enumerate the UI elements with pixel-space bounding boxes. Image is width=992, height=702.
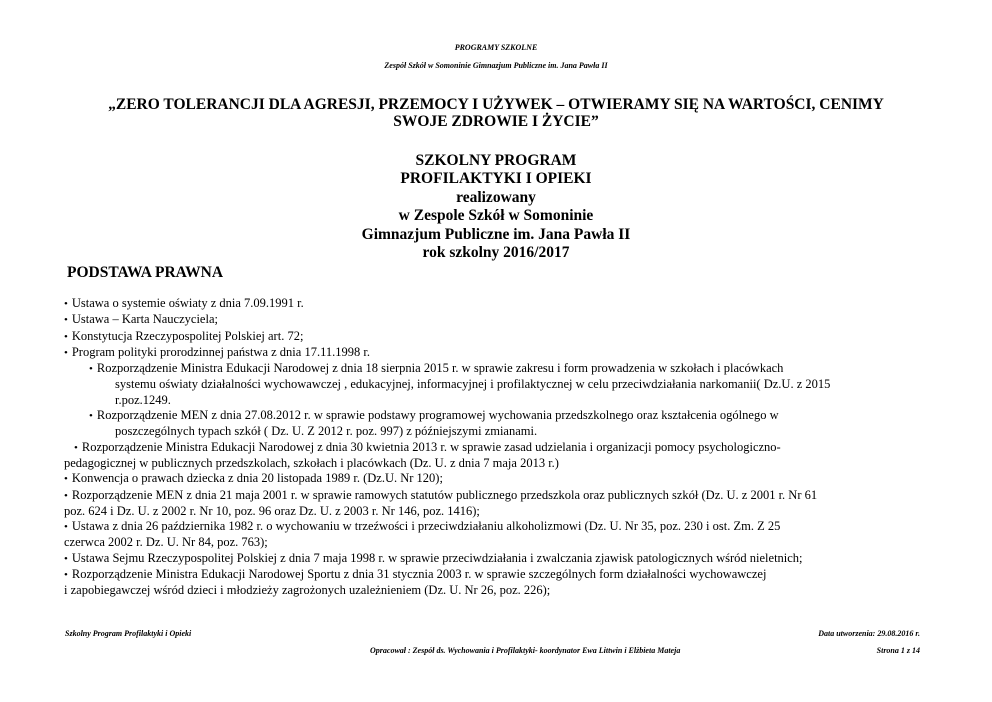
list-item: [64, 345, 924, 361]
list-item-text: Ustawa z dnia 26 października 1982 r. o wychowaniu w trzeźwości i przeciwdziałaniu alkoholizmowi (Dz. U. Nr 35, poz. 230 i ost. Zm. Z 25: [71, 519, 781, 534]
program-title-block: [0, 152, 992, 262]
list-item: [64, 296, 924, 312]
list-item: [64, 361, 924, 408]
list-item-text: Rozporządzenie MEN z dnia 27.08.2012 r. w sprawie podstawy programowej wychowania przedszkolnego oraz kształcenia ogólnego w: [96, 408, 779, 423]
program-title-line: realizowany: [456, 188, 536, 206]
list-item: [64, 408, 924, 440]
footer-creation-date: Data utworzenia: 29.08.2016 r.: [818, 629, 920, 638]
bullet-icon: •: [64, 298, 68, 310]
list-item-text: Konstytucja Rzeczypospolitej Polskiej art. 72;: [71, 328, 304, 343]
motto-line-2: SWOJE ZDROWIE I ŻYCIE”: [393, 113, 599, 130]
list-item: [64, 519, 924, 551]
bullet-icon: •: [64, 489, 68, 502]
running-header-title: PROGRAMY SZKOLNE: [454, 43, 538, 52]
bullet-icon: •: [89, 363, 93, 376]
list-item-text: Rozporządzenie Ministra Edukacji Narodowej z dnia 18 sierpnia 2015 r. w sprawie zakresu i form prowadzenia w szkołach i placówkach: [96, 361, 784, 376]
bullet-icon: •: [64, 473, 68, 486]
list-item: [64, 329, 924, 345]
list-item: [64, 312, 924, 328]
list-item-text: pedagogicznej w publicznych przedszkolach, szkołach i placówkach (Dz. U. z dnia 7 maja 2013 r.): [64, 455, 559, 470]
list-item-text: Konwencja o prawach dziecka z dnia 20 listopada 1989 r. (Dz.U. Nr 120);: [71, 471, 443, 486]
section-heading: PODSTAWA PRAWNA: [67, 264, 224, 281]
legal-basis-list: [64, 296, 924, 599]
bullet-icon: •: [64, 552, 68, 565]
list-item-text: Rozporządzenie MEN z dnia 21 maja 2001 r. w sprawie ramowych statutów publicznego przedszkola oraz publicznych szkół (Dz. U. z 2001 r. Nr 61: [71, 487, 818, 502]
footer-author: Opracował : Zespół ds. Wychowania i Profilaktyki- koordynator Ewa Littwin i Elżbieta Mateja: [370, 646, 681, 655]
list-item: [64, 567, 924, 599]
list-item-text: Rozporządzenie Ministra Edukacji Narodowej z dnia 30 kwietnia 2013 r. w sprawie zasad udzielania i organizacji pomocy psychologiczno-: [81, 439, 781, 454]
running-header-school: Zespół Szkół w Somoninie Gimnazjum Publiczne im. Jana Pawła II: [384, 61, 608, 70]
list-item-text: Ustawa o systemie oświaty z dnia 7.09.1991 r.: [71, 296, 304, 310]
bullet-icon: •: [64, 521, 68, 534]
list-item: [64, 551, 924, 567]
list-item-text: Ustawa – Karta Nauczyciela;: [71, 312, 218, 327]
footer-document-name: Szkolny Program Profilaktyki i Opieki: [65, 629, 192, 638]
list-item-text: Rozporządzenie Ministra Edukacji Narodowej Sportu z dnia 31 stycznia 2003 r. w sprawie szczególnych form działalności wychowawczej: [71, 567, 767, 582]
list-item-text: poszczególnych typach szkół ( Dz. U. Z 2012 r. poz. 997) z późniejszymi zmianami.: [115, 424, 538, 439]
list-item-text: poz. 624 i Dz. U. z 2002 r. Nr 10, poz. 96 oraz Dz. U. z 2003 r. Nr 146, poz. 1416);: [64, 503, 480, 518]
list-item-text: r.poz.1249.: [115, 392, 171, 407]
bullet-icon: •: [64, 314, 68, 327]
bullet-icon: •: [64, 346, 68, 359]
list-item-text: czerwca 2002 r. Dz. U. Nr 84, poz. 763);: [64, 535, 268, 550]
program-title-line: SZKOLNY PROGRAM: [415, 152, 577, 169]
program-title-line: Gimnazjum Publiczne im. Jana Pawła II: [361, 225, 631, 243]
motto-line-1: „ZERO TOLERANCJI DLA AGRESJI, PRZEMOCY I UŻYWEK – OTWIERAMY SIĘ NA WARTOŚCI, CENIMY: [108, 96, 884, 113]
program-title-line: PROFILAKTYKI I OPIEKI: [400, 170, 592, 188]
bullet-icon: •: [64, 330, 68, 343]
bullet-icon: •: [89, 410, 93, 423]
list-item-text: systemu oświaty działalności wychowawczej , edukacyjnej, informacyjnej i profilaktycznej w celu przeciwdziałania narkomanii( Dz.U. z 2015: [115, 377, 831, 392]
list-item: [64, 440, 924, 472]
bullet-icon: •: [64, 569, 68, 582]
program-title-line: w Zespole Szkół w Somoninie: [398, 207, 594, 225]
list-item: [64, 488, 924, 520]
program-motto: [70, 96, 922, 130]
program-title-line: rok szkolny 2016/2017: [422, 244, 570, 262]
list-item-text: Ustawa Sejmu Rzeczypospolitej Polskiej z dnia 7 maja 1998 r. w sprawie przeciwdziałania i zwalczania zjawisk patologicznych wśród nieletnich;: [71, 550, 803, 565]
list-item-text: Program polityki prorodzinnej państwa z dnia 17.11.1998 r.: [71, 344, 370, 359]
list-item-text: i zapobiegawczej wśród dzieci i młodzieży zagrożonych uzależnieniem (Dz. U. Nr 26, poz. 226);: [64, 583, 551, 598]
footer-page-number: Strona 1 z 14: [876, 646, 920, 655]
bullet-icon: •: [74, 441, 78, 454]
list-item: [64, 471, 924, 487]
